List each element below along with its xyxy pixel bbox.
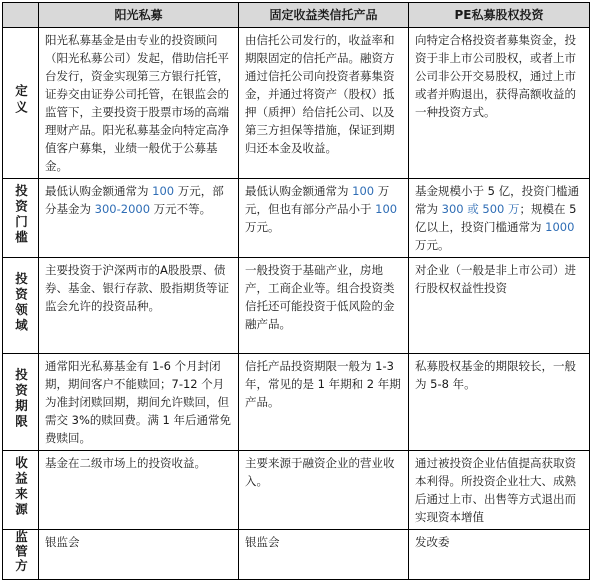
cell-threshold-pe: [409, 179, 590, 258]
threshold-text: 万元，部分基金为: [45, 184, 224, 216]
threshold-text: 万元不等。: [150, 202, 212, 216]
cell-threshold-sunshine: [39, 179, 239, 258]
row-label-text: 收益来源: [13, 456, 29, 518]
cell-term-trust: 信托产品投资期限一般为 1-3 年，常见的是 1 年期和 2 年期产品。: [239, 354, 409, 451]
row-label-text: 投资门槛: [13, 184, 29, 246]
row-income: [3, 451, 590, 530]
cell-threshold-trust: [239, 179, 409, 258]
threshold-amount: 100: [148, 184, 175, 198]
cell-definition-sunshine: 阳光私募基金是由专业的投资顾问（阳光私募公司）发起，借助信托平台发行，资金实现第三方银行托管，证券交由证券公司托管，在银监会的监管下，主要投资于股票市场的高端理财产品。阳光私募基金向特定高净值客户募集，业绩一般优于公募基金。: [39, 28, 239, 179]
cell-field-trust: 一般投资于基础产业，房地产，工商企业等。组合投资类信托还可能投资于低风险的金融产品。: [239, 258, 409, 354]
threshold-amount: 1000: [541, 220, 575, 234]
cell-income-pe: 通过被投资企业估值提高获取资本利得。所投资企业壮大、成熟后通过上市、出售等方式退出而实现资本增值: [409, 451, 590, 530]
threshold-text: 万元。: [415, 238, 450, 252]
row-label-text: 监管方: [13, 529, 29, 574]
threshold-text: 最低认购金额通常为: [245, 184, 349, 198]
row-regulator: [3, 530, 590, 580]
comparison-table: [2, 2, 590, 580]
cell-income-sunshine: 基金在二级市场上的投资收益。: [39, 451, 239, 530]
header-fixed-income-trust: 固定收益类信托产品: [239, 3, 409, 28]
threshold-amount: 300 或 500 万: [438, 202, 520, 216]
cell-term-pe: 私募股权基金的期限较长，一般为 5-8 年。: [409, 354, 590, 451]
cell-regulator-sunshine: 银监会: [39, 530, 239, 580]
row-label-text: 投资期限: [13, 368, 29, 430]
row-label-text: 投资领域: [13, 271, 29, 334]
threshold-amount: 100: [371, 202, 398, 216]
cell-income-trust: 主要来源于融资企业的营业收入。: [239, 451, 409, 530]
threshold-text: 万元。: [245, 220, 280, 234]
cell-regulator-pe: 发改委: [409, 530, 590, 580]
header-pe-equity: PE私募股权投资: [409, 3, 590, 28]
threshold-text: ；规模在 5 亿以上，投资门槛通常为: [415, 202, 577, 234]
cell-field-pe: 对企业（一般是非上市公司）进行股权权益性投资: [409, 258, 590, 354]
cell-term-sunshine: 通常阳光私募基金有 1-6 个月封闭期，期间客户不能赎回；7-12 个月为准封闭赎回期，期间允许赎回，但需交 3%的赎回费。满 1 年后通常免费赎回。: [39, 354, 239, 451]
row-definition: [3, 28, 590, 179]
threshold-text: 万元，但也有部分产品小于: [245, 184, 390, 216]
row-label-income: [3, 451, 39, 530]
threshold-text: 基金规模小于 5 亿，投资门槛通常为: [415, 184, 580, 216]
cell-definition-trust: 由信托公司发行的，收益率和期限固定的信托产品。融资方通过信托公司向投资者募集资金，并通过将资产（股权）抵押（质押）给信托公司、以及第三方担保等措施，保证到期归还本金及收益。: [239, 28, 409, 179]
row-label-text: 定义: [13, 83, 29, 117]
row-field: [3, 258, 590, 354]
corner-header: [3, 3, 39, 28]
row-threshold: [3, 179, 590, 258]
threshold-text: 最低认购金额通常为: [45, 184, 149, 198]
cell-field-sunshine: 主要投资于沪深两市的A股股票、债券、基金、银行存款、股指期货等证监会允许的投资品种。: [39, 258, 239, 354]
cell-definition-pe: 向特定合格投资者募集资金，投资于非上市公司股权，或者上市公司非公开交易股权，通过上市或者并购退出，获得高额收益的一种投资方式。: [409, 28, 590, 179]
row-label-threshold: [3, 179, 39, 258]
header-sunshine-private-fund: 阳光私募: [39, 3, 239, 28]
header-row: [3, 3, 590, 28]
row-label-regulator: [3, 530, 39, 580]
row-label-definition: [3, 28, 39, 179]
row-term: [3, 354, 590, 451]
threshold-amount: 100: [348, 184, 375, 198]
row-label-field: [3, 258, 39, 354]
row-label-term: [3, 354, 39, 451]
threshold-amount: 300-2000: [91, 202, 151, 216]
cell-regulator-trust: 银监会: [239, 530, 409, 580]
